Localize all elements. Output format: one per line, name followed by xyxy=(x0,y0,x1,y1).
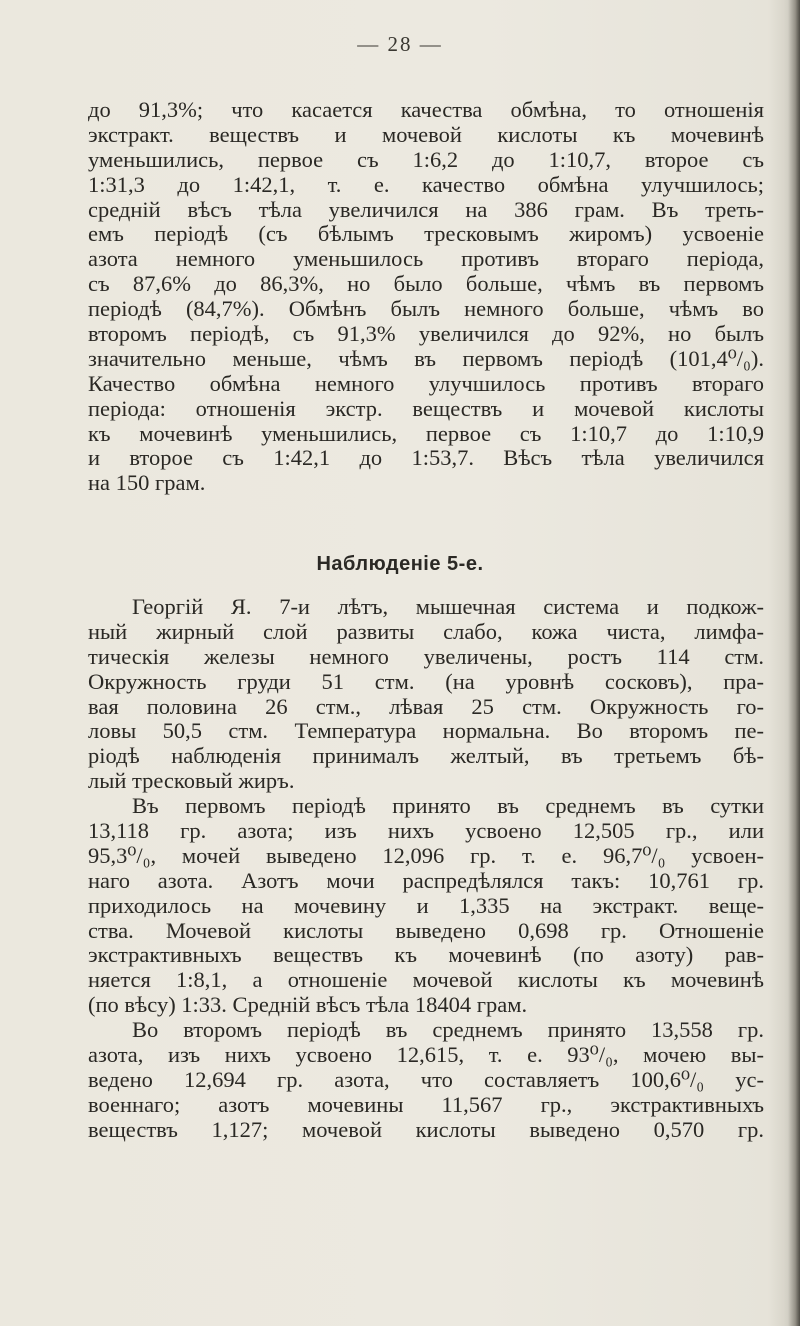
text-line: уменьшились, первое съ 1:6,2 до 1:10,7, второе съ xyxy=(88,146,764,172)
section-heading: Наблюденіе 5-е. xyxy=(316,553,484,575)
text-line: 95,3⁰/₀, мочей выведено 12,096 гр. т. е. 96,7⁰/₀ усвоен- xyxy=(88,842,764,868)
text-line: съ 87,6% до 86,3%, но было больше, чѣмъ въ первомъ xyxy=(88,271,764,297)
text-line: экстрактивныхъ веществъ къ мочевинѣ (по азоту) рав- xyxy=(88,942,764,968)
text-line: ный жирный слой развиты слабо, кожа чиста, лимфа- xyxy=(88,618,764,644)
paragraph-continued xyxy=(88,98,764,496)
page-number: — 28 — xyxy=(357,32,443,56)
text-line: лый тресковый жиръ. xyxy=(88,768,295,794)
text-line: военнаго; азотъ мочевины 11,567 гр., экстрактивныхъ xyxy=(88,1091,764,1117)
text-line: азота немного уменьшилось противъ втораго періода, xyxy=(88,246,764,272)
text-line: и второе съ 1:42,1 до 1:53,7. Вѣсъ тѣла увеличился xyxy=(88,445,764,471)
text-line: Качество обмѣна немного улучшилось противъ втораго xyxy=(88,370,764,396)
text-line: періода: отношенія экстр. веществъ и мочевой кислоты xyxy=(88,395,764,421)
text-line: Во второмъ періодѣ въ среднемъ принято 13,558 гр. xyxy=(132,1017,764,1043)
text-line: 13,118 гр. азота; изъ нихъ усвоено 12,505 гр., или xyxy=(88,818,764,844)
text-line: емъ періодѣ (съ бѣлымъ тресковымъ жиромъ) усвоеніе xyxy=(88,221,764,247)
text-line: няется 1:8,1, а отношеніе мочевой кислоты къ мочевинѣ xyxy=(88,967,764,993)
text-line: ства. Мочевой кислоты выведено 0,698 гр. Отношеніе xyxy=(88,917,764,943)
text-line: значительно меньше, чѣмъ въ первомъ періодѣ (101,4⁰/₀). xyxy=(88,345,764,371)
text-line: приходилось на мочевину и 1,335 на экстракт. веще- xyxy=(88,892,764,918)
text-line: вая половина 26 стм., лѣвая 25 стм. Окружность го- xyxy=(88,693,764,719)
text-line: наго азота. Азотъ мочи распредѣлялся такъ: 10,761 гр. xyxy=(88,867,764,893)
text-line: Въ первомъ періодѣ принято въ среднемъ въ сутки xyxy=(132,793,764,819)
observation-paragraph xyxy=(88,595,764,1143)
text-line: къ мочевинѣ уменьшились, первое съ 1:10,7 до 1:10,9 xyxy=(88,420,764,446)
text-line: ріодѣ наблюденія принималъ желтый, въ третьемъ бѣ- xyxy=(88,743,764,769)
text-line: средній вѣсъ тѣла увеличился на 386 грам. Въ треть- xyxy=(88,196,764,222)
text-line: на 150 грам. xyxy=(88,470,206,496)
text-line: веществъ 1,127; мочевой кислоты выведено 0,570 гр. xyxy=(88,1116,764,1142)
text-line: Окружность груди 51 стм. (на уровнѣ сосковъ), пра- xyxy=(88,668,764,694)
text-line: ведено 12,694 гр. азота, что составляетъ 100,6⁰/₀ ус- xyxy=(88,1066,764,1092)
text-line: азота, изъ нихъ усвоено 12,615, т. е. 93⁰/₀, мочею вы- xyxy=(88,1042,764,1068)
text-line: ловы 50,5 стм. Температура нормальна. Во второмъ пе- xyxy=(88,718,764,744)
text-line: 1:31,3 до 1:42,1, т. е. качество обмѣна улучшилось; xyxy=(88,171,764,197)
text-line: тическія железы немного увеличены, ростъ 114 стм. xyxy=(88,643,764,669)
text-line: второмъ періодѣ, съ 91,3% увеличился до 92%, но былъ xyxy=(88,321,764,347)
text-line: до 91,3%; что касается качества обмѣна, то отношенія xyxy=(88,97,764,122)
text-line: періодѣ (84,7%). Обмѣнъ былъ немного больше, чѣмъ во xyxy=(88,296,764,322)
page-edge-shadow xyxy=(788,0,800,1326)
text-line: Георгій Я. 7-и лѣтъ, мышечная система и подкож- xyxy=(132,594,764,619)
text-line: экстракт. веществъ и мочевой кислоты къ мочевинѣ xyxy=(88,121,764,147)
text-line: (по вѣсу) 1:33. Средній вѣсъ тѣла 18404 грам. xyxy=(88,992,528,1018)
